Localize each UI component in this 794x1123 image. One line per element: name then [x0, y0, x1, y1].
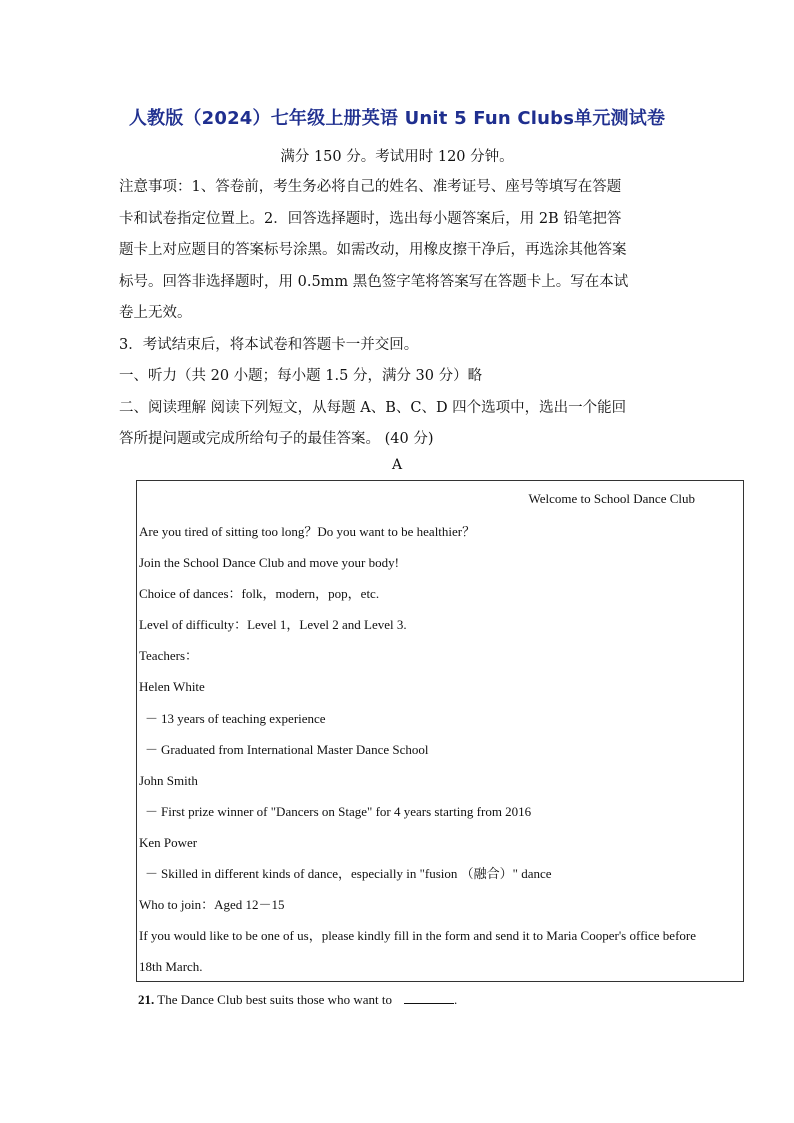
instruction-line: 题卡上对应题目的答案标号涂黑。如需改动，用橡皮擦干净后，再选涂其他答案	[119, 242, 627, 258]
passage-line-text: Helen White	[139, 679, 205, 695]
passage-line-text: First prize winner of "Dancers on Stage" for 4 years starting from 2016	[161, 803, 532, 819]
passage-line-text: Ken Power	[139, 834, 198, 850]
instruction-line: 卡和试卷指定位置上。2．回答选择题时，选出每小题答案后，用 2B 铅笔把答	[119, 210, 622, 227]
instruction-line: 3．考试结束后，将本试卷和答题卡一并交回。	[119, 336, 419, 353]
instruction-line: 二、阅读理解 阅读下列短文，从每题 A、B、C、D 四个选项中，选出一个能回	[119, 399, 627, 416]
bullet-dash: －	[145, 710, 159, 726]
question-text: The Dance Club best suits those who want to	[157, 992, 392, 1007]
passage-line-text: Teachers：	[139, 648, 199, 664]
question-number: 21.	[138, 992, 155, 1007]
passage-bullet-line	[139, 796, 743, 827]
passage-line-text: Graduated from International Master Dance School	[161, 741, 429, 757]
instruction-line: 卷上无效。	[119, 305, 192, 321]
passage-label: A	[391, 457, 403, 473]
passage-line-text: John Smith	[139, 772, 198, 788]
passage-line-text: Are you tired of sitting too long？Do you want to be healthier？	[139, 524, 476, 539]
passage-bullet-line	[139, 703, 743, 734]
passage-line-text: Choice of dances：folk，modern，pop，etc.	[139, 586, 380, 602]
passage-line	[139, 516, 743, 547]
passage-line-text: Who to join：Aged 12－15	[139, 897, 285, 913]
passage-line-text: Skilled in different kinds of dance，especially in "fusion （融合）" dance	[161, 866, 552, 882]
passage-line	[139, 889, 743, 920]
passage-lines	[139, 516, 743, 982]
passage-bullet-line	[139, 858, 743, 889]
passage-line	[139, 609, 743, 640]
instruction-line: 一、听力（共 20 小题；每小题 1.5 分，满分 30 分）略	[119, 368, 483, 384]
passage-bullet-line	[139, 734, 743, 765]
instruction-line: 答所提问题或完成所给句子的最佳答案。 (40 分)	[119, 431, 434, 447]
passage-line-text: 18th March.	[139, 959, 203, 975]
exam-info: 满分 150 分。考试用时 120 分钟。	[280, 149, 514, 165]
passage-line-text: 13 years of teaching experience	[161, 710, 326, 726]
page-title: 人教版（2024）七年级上册英语 Unit 5 Fun Clubs单元测试卷	[128, 108, 666, 129]
passage-line-text: Level of difficulty：Level 1，Level 2 and Level 3.	[139, 617, 407, 633]
answer-blank[interactable]	[404, 991, 454, 1004]
instructions	[119, 172, 679, 456]
passage-line-text: Join the School Dance Club and move your body!	[139, 555, 399, 571]
question-end: .	[453, 992, 458, 1007]
passage-box	[136, 480, 744, 982]
passage-line	[139, 951, 743, 982]
passage-line	[139, 578, 743, 609]
passage-line	[139, 827, 743, 858]
instruction-line: 注意事项：1、答卷前，考生务必将自己的姓名、准考证号、座号等填写在答题	[119, 179, 622, 195]
passage-line	[139, 671, 743, 702]
passage-line	[139, 640, 743, 671]
bullet-dash: －	[145, 803, 159, 819]
question-21	[138, 991, 457, 1008]
bullet-dash: －	[145, 741, 159, 757]
instruction-line: 标号。回答非选择题时，用 0.5mm 黑色签字笔将答案写在答题卡上。写在本试	[119, 273, 629, 290]
passage-line-text: If you would like to be one of us，please kindly fill in the form and send it to Maria Cooper's office before	[139, 928, 696, 944]
passage-line	[139, 547, 743, 578]
bullet-dash: －	[145, 866, 159, 882]
passage-line	[139, 920, 743, 951]
passage-title: Welcome to School Dance Club	[528, 491, 695, 506]
passage-line	[139, 765, 743, 796]
